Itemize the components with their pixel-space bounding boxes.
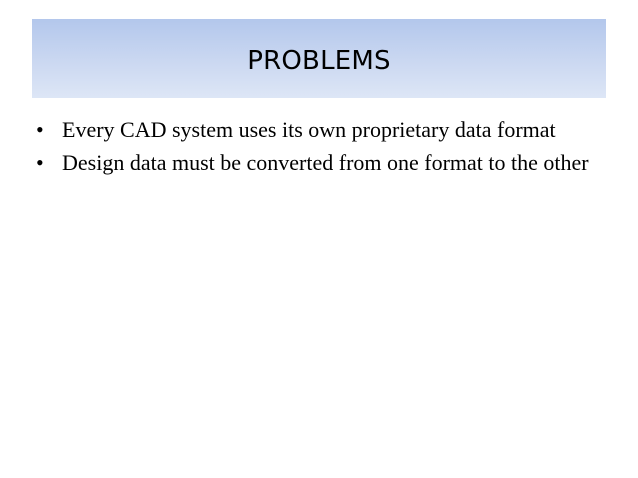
bullet-text: Every CAD system uses its own proprietary data format	[62, 117, 556, 142]
bullet-icon: •	[36, 150, 44, 175]
bullet-item	[36, 115, 601, 144]
slide-title: PROBLEMS	[247, 45, 391, 76]
bullet-list	[36, 115, 601, 181]
bullet-text: Design data must be converted from one format to the other	[62, 150, 589, 175]
title-bar	[32, 19, 606, 98]
bullet-icon: •	[36, 117, 44, 142]
bullet-item	[36, 148, 601, 177]
